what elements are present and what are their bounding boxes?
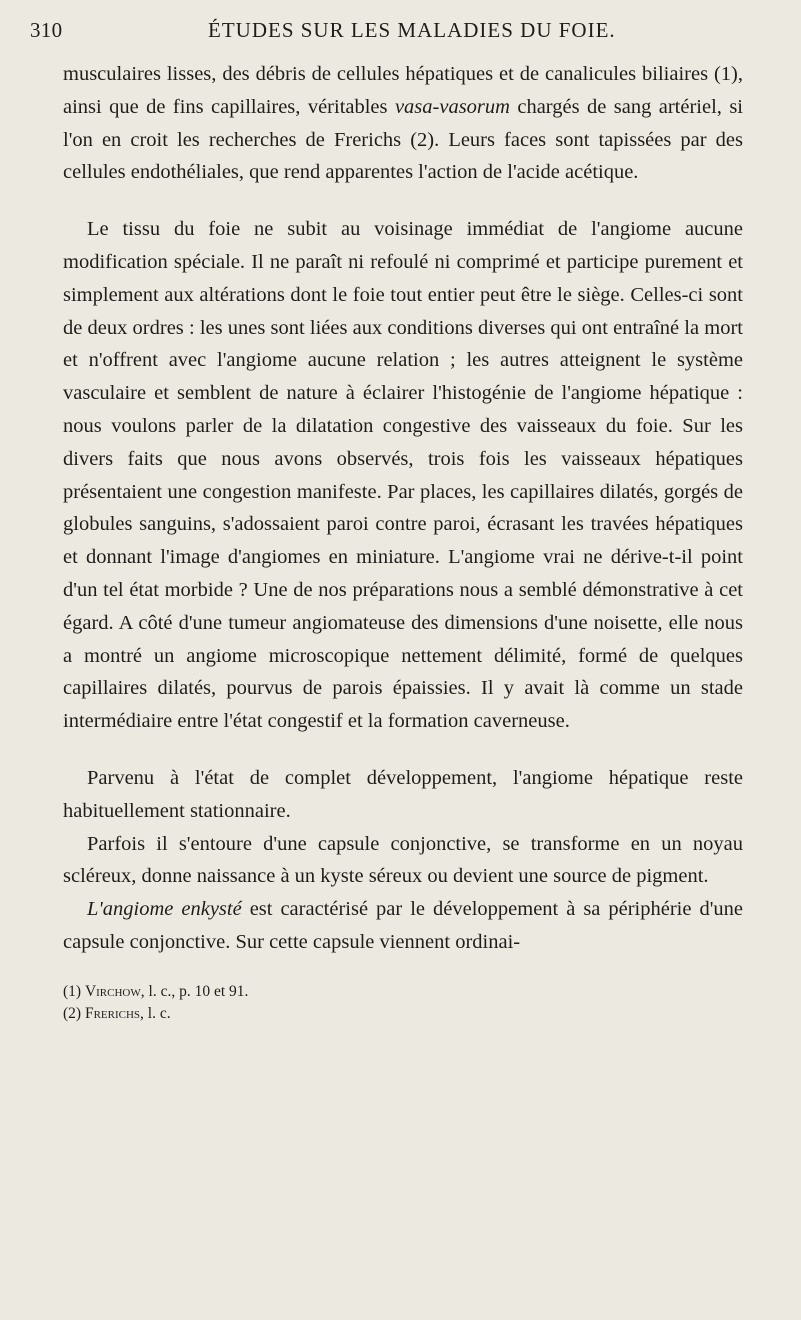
running-header (30, 18, 743, 48)
latin-term: vasa-vasorum (394, 95, 510, 118)
footnote-2: (2) Frerichs, l. c. (63, 1004, 171, 1022)
running-title: ÉTUDES SUR LES MALADIES DU FOIE. (208, 18, 616, 42)
book-page (30, 18, 744, 1025)
paragraph-4: Parfois il s'entoure d'une capsule conjonctive, se transforme en un noyau scléreux, donne naissance à un kyste séreux ou devient une source de pigment. (63, 832, 743, 888)
paragraph-2: Le tissu du foie ne subit au voisinage immédiat de l'angiome aucune modification spéciale. Il ne paraît ni refoulé ni comprimé et participe purement et simplement aux altérations dont le foie tout entier peut être le siège. Celles-ci sont de deux ordres : les unes sont liées aux conditions diverses qui ont entraîné la mort et n'offrent avec l'angiome aucune relation ; les autres atteignent le système vasculaire et semblent de nature à éclairer l'histogénie de l'angiome hépatique : nous voulons parler de la dilatation congestive des vaisseaux du foie. Sur les divers faits que nous avons observés, trois fois les vaisseaux hépatiques présentaient une congestion manifeste. Par places, les capillaires dilatés, gorgés de globules sanguins, s'adossaient paroi contre paroi, écrasant les travées hépatiques et donnant l'image d'angiomes en miniature. L'angiome vrai ne dérive-t-il point d'un tel état morbide ? Une de nos préparations nous a semblé démonstrative à cet égard. A côté d'une tumeur angiomateuse des dimensions d'une noisette, elle nous a montré un angiome microscopique nettement délimité, formé de quelques capillaires dilatés, pourvus de parois épaissies. Il y avait là comme un stade intermédiaire entre l'état congestif et la formation caverneuse. (63, 218, 743, 733)
footnote-author: Frerichs (84, 1004, 141, 1022)
body-text (63, 58, 743, 959)
paragraph-5: L'angiome enkysté est caractérisé par le développement à sa périphérie d'une capsule conjonctive. Sur cette capsule viennent ordinai- (63, 898, 744, 953)
footnote-1: (1) Virchow, l. c., p. 10 et 91. (63, 982, 249, 1000)
paragraph-1: musculaires lisses, des débris de cellules hépatiques et de canalicules biliaires (1), ainsi que de fins capillaires, véritables vasa-vasorum chargés de sang artériel, si l'on en croit les recherches de Frerichs (2). Leurs faces sont tapissées par des cellules endothéliales, que rend apparentes l'action de l'acide acétique. (63, 63, 743, 184)
section-term: L'angiome enkysté (87, 898, 242, 921)
footnote-author: Virchow (84, 982, 141, 1000)
page-number: 310 (30, 18, 63, 42)
footnotes (63, 981, 743, 1025)
paragraph-3: Parvenu à l'état de complet développement, l'angiome hépatique reste habituellement stationnaire. (63, 766, 743, 822)
